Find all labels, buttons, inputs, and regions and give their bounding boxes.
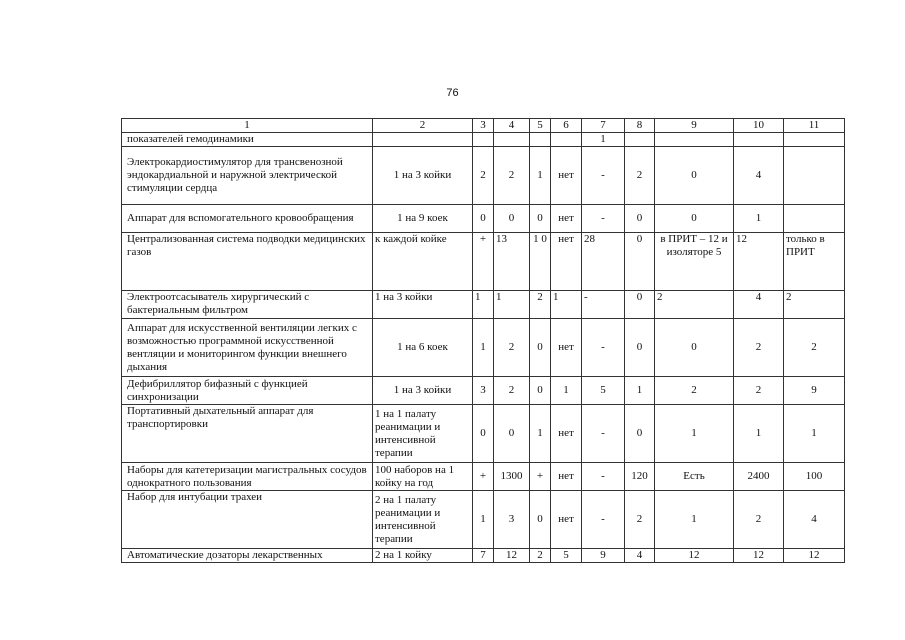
table-cell: 12: [734, 233, 784, 291]
table-row: [122, 377, 845, 405]
equipment-name: Набор для интубации трахеи: [122, 491, 373, 549]
table-cell: 5: [551, 549, 582, 563]
table-cell: 1 на 3 койки: [373, 377, 473, 405]
table-cell: -: [582, 491, 625, 549]
table-cell: 7: [473, 549, 494, 563]
equipment-name: Наборы для катетеризации магистральных сосудов однократного пользования: [122, 463, 373, 491]
table-cell: 0: [625, 405, 655, 463]
table-cell: 12: [784, 549, 845, 563]
table-cell: 2: [734, 377, 784, 405]
table-row: [122, 405, 845, 463]
equipment-table: [121, 118, 845, 563]
table-cell: 2: [494, 147, 530, 205]
table-cell: 0: [530, 377, 551, 405]
table-cell: к каждой койке: [373, 233, 473, 291]
table-cell: [734, 133, 784, 147]
table-cell: 2: [473, 147, 494, 205]
table-cell: 4: [734, 147, 784, 205]
table-cell: +: [473, 463, 494, 491]
table-cell: 1: [784, 405, 845, 463]
table-cell: [373, 133, 473, 147]
table-cell: -: [582, 147, 625, 205]
table-cell: 1: [530, 405, 551, 463]
table-cell: нет: [551, 491, 582, 549]
table-cell: нет: [551, 233, 582, 291]
column-header: 9: [655, 119, 734, 133]
table-cell: 0: [655, 319, 734, 377]
table-row: [122, 463, 845, 491]
table-cell: 4: [625, 549, 655, 563]
table-cell: 2: [625, 491, 655, 549]
table-cell: [784, 147, 845, 205]
table-cell: Есть: [655, 463, 734, 491]
table-cell: -: [582, 291, 625, 319]
table-row: [122, 319, 845, 377]
table-cell: 12: [734, 549, 784, 563]
table-cell: 1: [582, 133, 625, 147]
table-cell: 1 на 1 палату реанимации и интенсивной терапии: [373, 405, 473, 463]
column-header: 4: [494, 119, 530, 133]
table-cell: 0: [530, 491, 551, 549]
table-cell: нет: [551, 147, 582, 205]
table-row: [122, 291, 845, 319]
table-cell: 2: [784, 319, 845, 377]
table-cell: 1: [551, 291, 582, 319]
table-cell: 1: [473, 291, 494, 319]
table-cell: 0: [494, 405, 530, 463]
table-cell: 4: [784, 491, 845, 549]
table-cell: 0: [625, 205, 655, 233]
column-header: 11: [784, 119, 845, 133]
equipment-name: Электрокардиостимулятор для трансвенозной эндокардиальной и наружной электрической стимуляции сердца: [122, 147, 373, 205]
table-cell: 1: [494, 291, 530, 319]
table-cell: 2: [494, 377, 530, 405]
table-cell: [473, 133, 494, 147]
table-cell: 1: [734, 405, 784, 463]
table-cell: 0: [494, 205, 530, 233]
table-cell: 2: [734, 491, 784, 549]
table-row: [122, 233, 845, 291]
table-cell: 1: [530, 147, 551, 205]
table-cell: -: [582, 319, 625, 377]
table-cell: только в ПРИТ: [784, 233, 845, 291]
table-cell: -: [582, 463, 625, 491]
column-header: 3: [473, 119, 494, 133]
table-cell: нет: [551, 319, 582, 377]
table-cell: 0: [473, 405, 494, 463]
table-cell: 5: [582, 377, 625, 405]
table-cell: 1 0: [530, 233, 551, 291]
table-cell: 2: [655, 377, 734, 405]
table-cell: 0: [625, 291, 655, 319]
table-cell: 2: [530, 291, 551, 319]
table-cell: 2: [784, 291, 845, 319]
table-cell: [494, 133, 530, 147]
equipment-name: Автоматические дозаторы лекарственных: [122, 549, 373, 563]
table-cell: 0: [625, 319, 655, 377]
table-cell: [784, 133, 845, 147]
equipment-name: Дефибриллятор бифазный с функцией синхронизации: [122, 377, 373, 405]
table-cell: 1 на 3 койки: [373, 147, 473, 205]
equipment-name: Аппарат для вспомогательного кровообращения: [122, 205, 373, 233]
column-header: 7: [582, 119, 625, 133]
table-cell: 3: [494, 491, 530, 549]
table-cell: 0: [530, 319, 551, 377]
page-number: 76: [446, 87, 459, 99]
table-cell: 3: [473, 377, 494, 405]
column-header: 1: [122, 119, 373, 133]
table-cell: 2: [734, 319, 784, 377]
table-cell: 9: [582, 549, 625, 563]
column-header: 2: [373, 119, 473, 133]
table-cell: нет: [551, 405, 582, 463]
table-cell: [784, 205, 845, 233]
table-cell: нет: [551, 463, 582, 491]
table-cell: 2: [625, 147, 655, 205]
column-header: 6: [551, 119, 582, 133]
equipment-name: Портативный дыхательный аппарат для транспортировки: [122, 405, 373, 463]
table-cell: нет: [551, 205, 582, 233]
table-cell: [551, 133, 582, 147]
table-cell: 2 на 1 палату реанимации и интенсивной терапии: [373, 491, 473, 549]
table-cell: 12: [494, 549, 530, 563]
table-cell: 2 на 1 койку: [373, 549, 473, 563]
table-cell: 4: [734, 291, 784, 319]
table-cell: -: [582, 405, 625, 463]
table-cell: 9: [784, 377, 845, 405]
table-header-row: [122, 119, 845, 133]
table-cell: 1300: [494, 463, 530, 491]
table-row: [122, 205, 845, 233]
table-row: [122, 133, 845, 147]
table-cell: в ПРИТ – 12 и изоляторе 5: [655, 233, 734, 291]
table-cell: -: [582, 205, 625, 233]
table-row: [122, 549, 845, 563]
table-cell: 2: [530, 549, 551, 563]
table-cell: +: [473, 233, 494, 291]
equipment-name: показателей гемодинамики: [122, 133, 373, 147]
column-header: 10: [734, 119, 784, 133]
table-cell: 0: [625, 233, 655, 291]
equipment-name: Электроотсасыватель хирургический с бактериальным фильтром: [122, 291, 373, 319]
equipment-name: Аппарат для искусственной вентиляции легких с возможностью программной искусственной вентляции и мониторингом функции внешнего дыхания: [122, 319, 373, 377]
table-cell: [655, 133, 734, 147]
table-cell: 1: [551, 377, 582, 405]
table-cell: 13: [494, 233, 530, 291]
table-cell: 120: [625, 463, 655, 491]
equipment-name: Централизованная система подводки медицинских газов: [122, 233, 373, 291]
table-cell: 100: [784, 463, 845, 491]
table-cell: 0: [530, 205, 551, 233]
column-header: 5: [530, 119, 551, 133]
table-cell: 1 на 3 койки: [373, 291, 473, 319]
table-cell: 1: [655, 405, 734, 463]
table-cell: 1: [473, 491, 494, 549]
table-cell: 0: [655, 147, 734, 205]
column-header: 8: [625, 119, 655, 133]
table-cell: 1 на 6 коек: [373, 319, 473, 377]
table-row: [122, 491, 845, 549]
table-cell: +: [530, 463, 551, 491]
table-cell: 0: [473, 205, 494, 233]
table-cell: 28: [582, 233, 625, 291]
table-cell: 1 на 9 коек: [373, 205, 473, 233]
table-cell: 2: [494, 319, 530, 377]
table-cell: 2: [655, 291, 734, 319]
table-cell: 0: [655, 205, 734, 233]
table-cell: 2400: [734, 463, 784, 491]
table-cell: 1: [473, 319, 494, 377]
table-cell: 12: [655, 549, 734, 563]
table-cell: 1: [734, 205, 784, 233]
table-cell: 100 наборов на 1 койку на год: [373, 463, 473, 491]
table-cell: [530, 133, 551, 147]
table-cell: 1: [655, 491, 734, 549]
table-cell: 1: [625, 377, 655, 405]
table-cell: [625, 133, 655, 147]
table-row: [122, 147, 845, 205]
